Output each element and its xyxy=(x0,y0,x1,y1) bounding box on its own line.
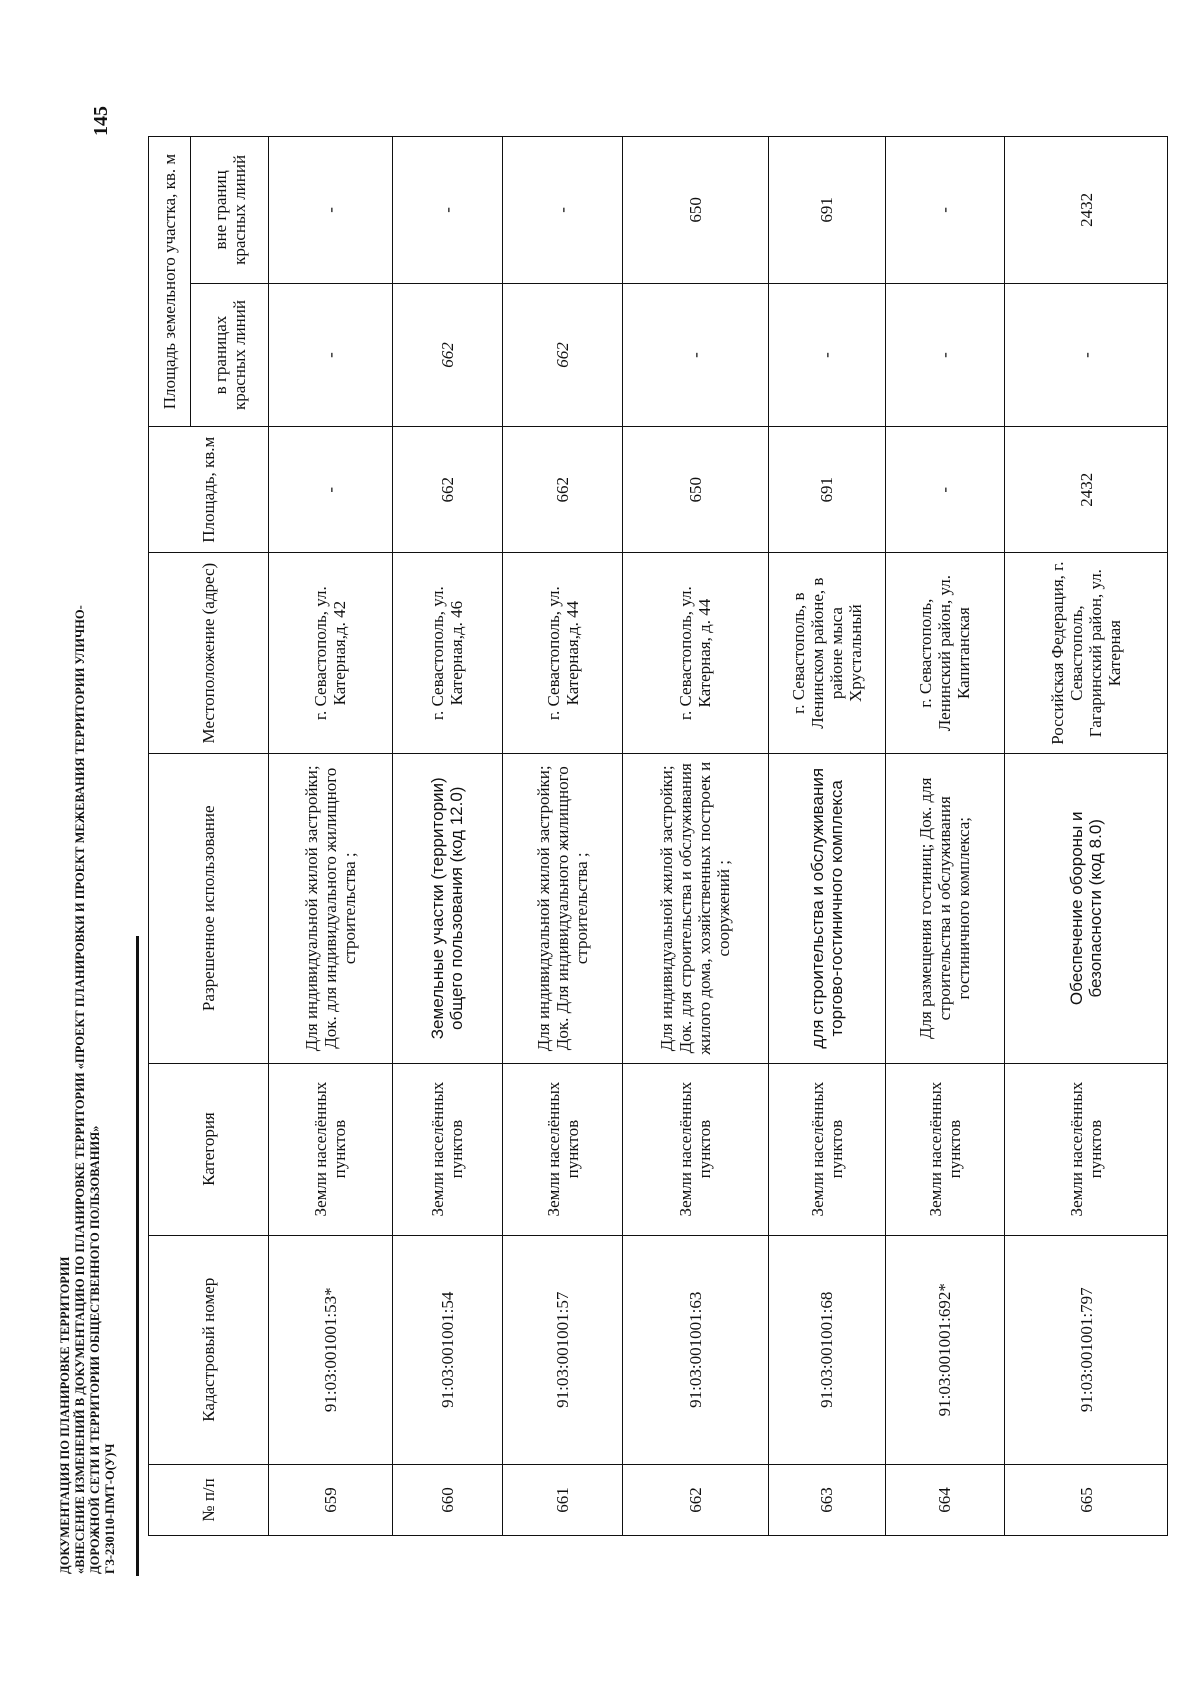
cell-category: Земли населённых пунктов xyxy=(392,1063,503,1235)
cell-outside: - xyxy=(269,137,393,284)
cell-num: 662 xyxy=(622,1464,768,1535)
cell-area: 691 xyxy=(768,427,885,553)
cell-inside: - xyxy=(269,283,393,426)
cell-location: г. Севастополь, ул. Катерная,д. 46 xyxy=(392,553,503,754)
cell-area: - xyxy=(269,427,393,553)
cell-inside: - xyxy=(622,283,768,426)
header-permitted-use: Разрешенное использование xyxy=(149,753,269,1063)
header-line-3: ДОРОЖНОЙ СЕТИ И ТЕРРИТОРИИ ОБЩЕСТВЕННОГО ПОЛЬЗОВАНИЯ» xyxy=(88,1125,102,1574)
cell-area: 650 xyxy=(622,427,768,553)
cell-outside: - xyxy=(885,137,1005,284)
cell-location: г. Севастополь, ул. Катерная, д. 44 xyxy=(622,553,768,754)
cell-category: Земли населённых пунктов xyxy=(885,1063,1005,1235)
cell-num: 661 xyxy=(503,1464,623,1535)
header-category: Категория xyxy=(149,1063,269,1235)
cell-location: г. Севастополь, Ленинский район, ул. Капитанская xyxy=(885,553,1005,754)
cell-permitted-use: для строительства и обслуживания торгово-гостиничного комплекса xyxy=(768,753,885,1063)
land-plots-table xyxy=(148,136,1168,1536)
cell-permitted-use: Обеспечение обороны и безопасности (код 8.0) xyxy=(1005,753,1168,1063)
cell-permitted-use: Земельные участки (территории) общего пользования (код 12.0) xyxy=(392,753,503,1063)
table-row xyxy=(503,137,623,1536)
cell-area: - xyxy=(885,427,1005,553)
cell-location: г. Севастополь, в Ленинском районе, в районе мыса Хрустальный xyxy=(768,553,885,754)
header-line-1: ДОКУМЕНТАЦИЯ ПО ПЛАНИРОВКЕ ТЕРРИТОРИИ xyxy=(58,1256,72,1574)
cell-permitted-use: Для индивидуальной жилой застройки; Док. для строительства и обслуживания жилого дома, хозяйственных построек и сооружений ; xyxy=(622,753,768,1063)
cell-cadastral: 91:03:001001:63 xyxy=(622,1235,768,1464)
cell-area: 662 xyxy=(503,427,623,553)
table-row xyxy=(392,137,503,1536)
table-row xyxy=(768,137,885,1536)
cell-location: г. Севастополь, ул. Катерная,д. 44 xyxy=(503,553,623,754)
cell-num: 663 xyxy=(768,1464,885,1535)
header-line-2: «ВНЕСЕНИЕ ИЗМЕНЕНИЙ В ДОКУМЕНТАЦИЮ ПО ПЛАНИРОВКЕ ТЕРРИТОРИИ «ПРОЕКТ ПЛАНИРОВКИ И ПРОЕКТ МЕЖЕВАНИЯ ТЕРРИТОРИИ УЛИЧНО- xyxy=(73,605,87,1574)
cell-num: 665 xyxy=(1005,1464,1168,1535)
table-row xyxy=(1005,137,1168,1536)
cell-num: 659 xyxy=(269,1464,393,1535)
cell-num: 664 xyxy=(885,1464,1005,1535)
document-header xyxy=(58,605,118,1574)
cell-category: Земли населённых пунктов xyxy=(503,1063,623,1235)
cell-cadastral: 91:03:001001:57 xyxy=(503,1235,623,1464)
header-cadastral: Кадастровый номер xyxy=(149,1235,269,1464)
cell-category: Земли населённых пунктов xyxy=(768,1063,885,1235)
header-divider xyxy=(136,936,139,1576)
cell-permitted-use: Для индивидуальной жилой застройки; Док. для индивидуального жилищного строительства ; xyxy=(269,753,393,1063)
table-row xyxy=(885,137,1005,1536)
cell-inside: - xyxy=(1005,283,1168,426)
cell-outside: 650 xyxy=(622,137,768,284)
header-outside-red-lines: вне границ красных линий xyxy=(191,137,269,284)
header-inside-red-lines: в границах красных линий xyxy=(191,283,269,426)
cell-outside: - xyxy=(503,137,623,284)
cell-location: Российская Федерация, г. Севастополь, Гагаринский район, ул. Катерная xyxy=(1005,553,1168,754)
header-plot-area-group: Площадь земельного участка, кв. м xyxy=(149,137,191,427)
cell-cadastral: 91:03:001001:692* xyxy=(885,1235,1005,1464)
cell-category: Земли населённых пунктов xyxy=(622,1063,768,1235)
header-num: № п/п xyxy=(149,1464,269,1535)
table-row xyxy=(269,137,393,1536)
cell-inside: 662 xyxy=(503,283,623,426)
page-number: 145 xyxy=(90,106,112,136)
header-area: Площадь, кв.м xyxy=(149,427,269,553)
cell-num: 660 xyxy=(392,1464,503,1535)
header-line-4: ГЗ-230110-ПМТ-О(У)Ч xyxy=(103,1443,117,1574)
cell-cadastral: 91:03:001001:797 xyxy=(1005,1235,1168,1464)
cell-area: 662 xyxy=(392,427,503,553)
cell-inside: - xyxy=(885,283,1005,426)
cell-cadastral: 91:03:001001:53* xyxy=(269,1235,393,1464)
cell-category: Земли населённых пунктов xyxy=(269,1063,393,1235)
cell-category: Земли населённых пунктов xyxy=(1005,1063,1168,1235)
cell-outside: 2432 xyxy=(1005,137,1168,284)
cell-location: г. Севастополь, ул. Катерная,д. 42 xyxy=(269,553,393,754)
cell-inside: - xyxy=(768,283,885,426)
header-location: Местоположение (адрес) xyxy=(149,553,269,754)
cell-cadastral: 91:03:001001:54 xyxy=(392,1235,503,1464)
cell-outside: 691 xyxy=(768,137,885,284)
table-row xyxy=(622,137,768,1536)
cell-outside: - xyxy=(392,137,503,284)
cell-cadastral: 91:03:001001:68 xyxy=(768,1235,885,1464)
cell-inside: 662 xyxy=(392,283,503,426)
cell-area: 2432 xyxy=(1005,427,1168,553)
cell-permitted-use: Для индивидуальной жилой застройки; Док. Для индивидуального жилищного строительства ; xyxy=(503,753,623,1063)
cell-permitted-use: Для размещения гостиниц; Док. для строительства и обслуживания гостиничного комплекса; xyxy=(885,753,1005,1063)
